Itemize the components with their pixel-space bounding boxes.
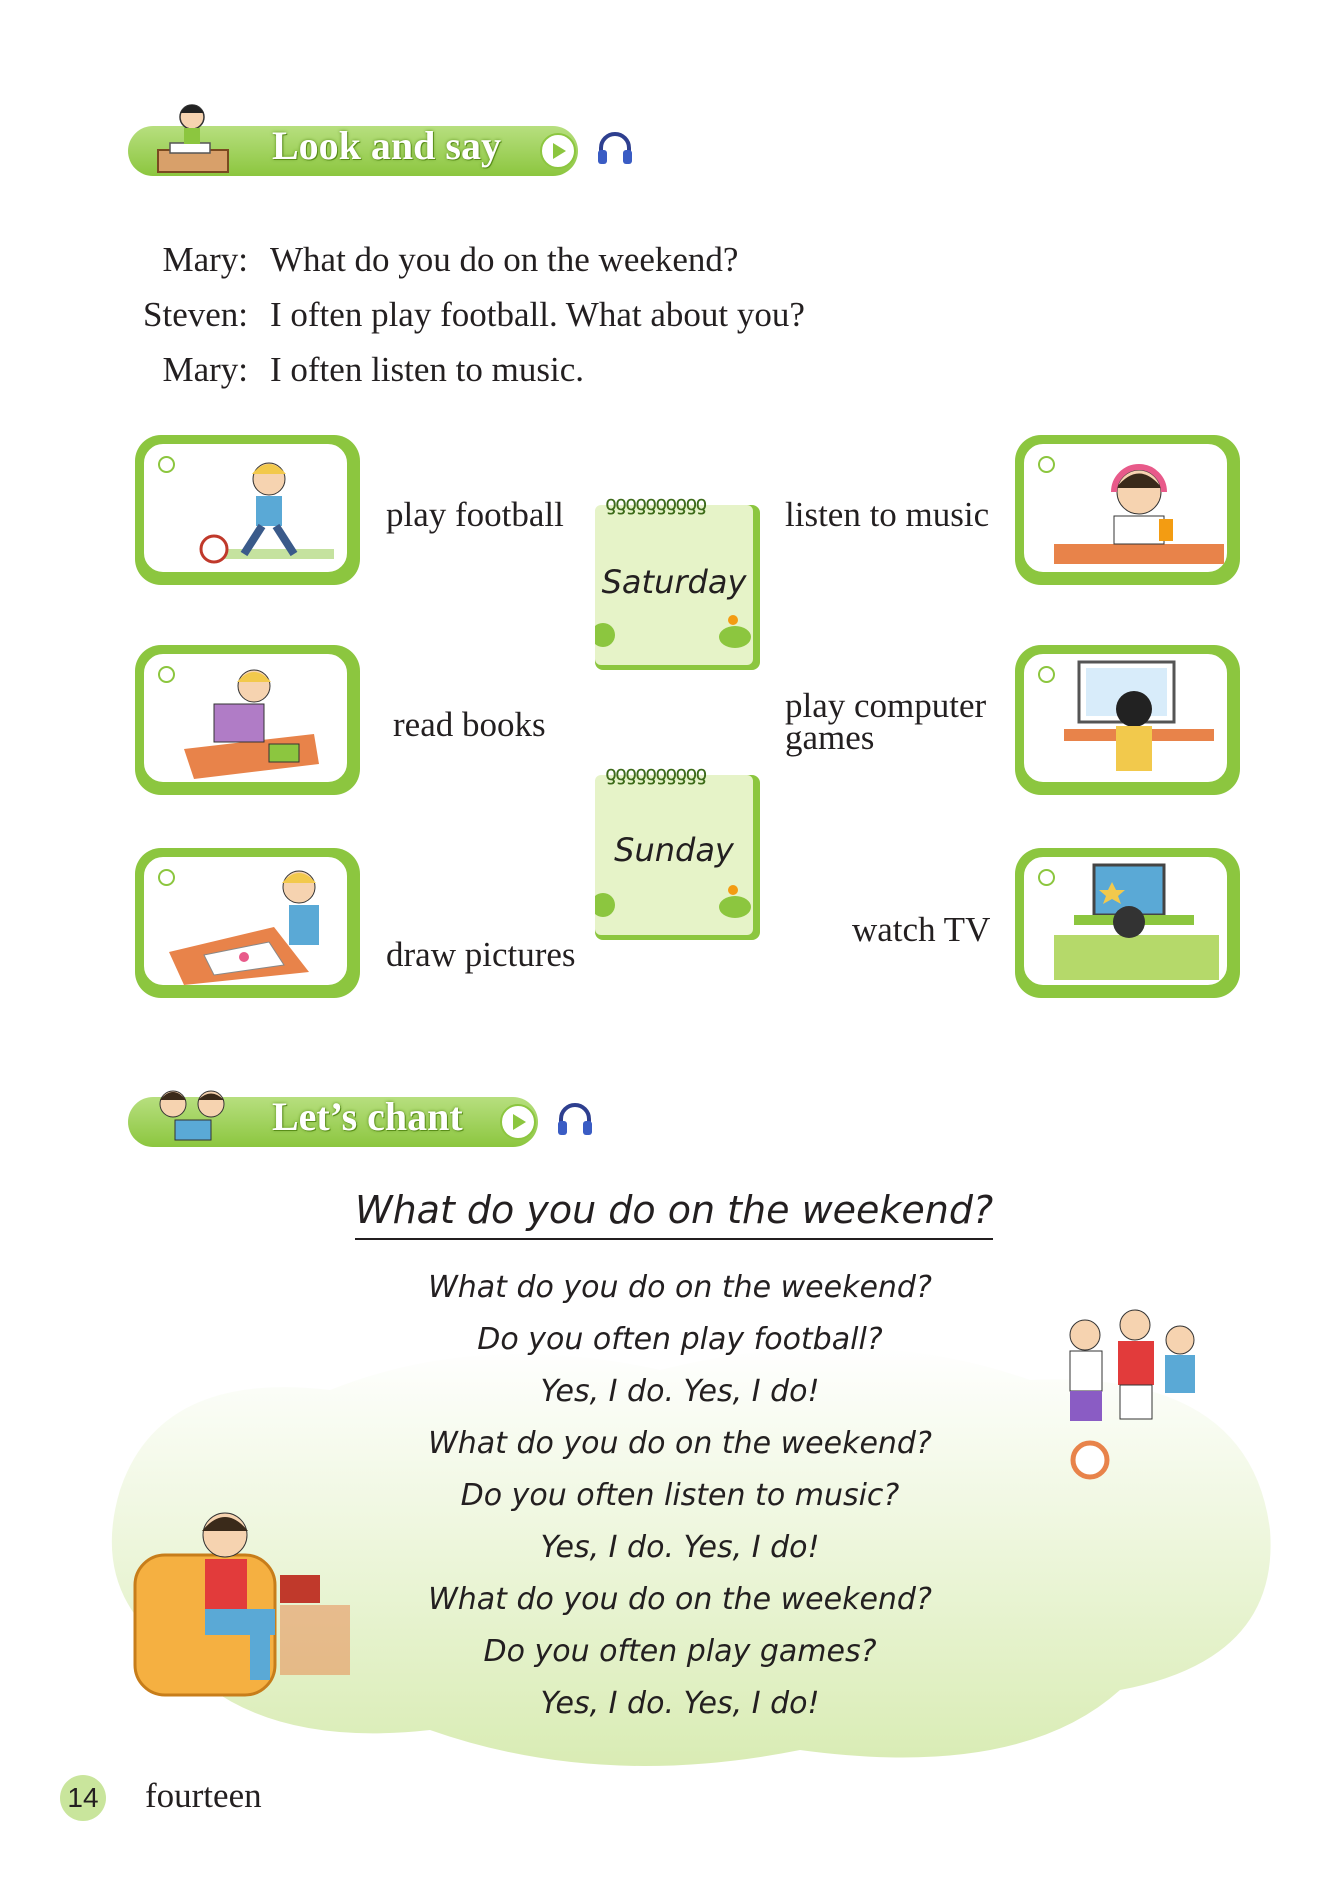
page-number-word: fourteen xyxy=(145,1776,262,1815)
play-icon[interactable] xyxy=(540,133,576,169)
chant-title: What do you do on the weekend? xyxy=(355,1188,993,1240)
card-dot xyxy=(158,666,175,683)
headphones-icon[interactable] xyxy=(595,128,635,168)
calendar-decoration xyxy=(595,885,753,935)
kids-reading-icon xyxy=(145,1082,240,1147)
card-draw-pictures xyxy=(135,848,360,998)
activity-label: play computer games xyxy=(785,686,987,757)
dialogue-line: I often play football. What about you? xyxy=(270,295,805,334)
girl-reading-icon xyxy=(150,95,235,180)
card-listen-to-music xyxy=(1015,435,1240,585)
calendar-rings: ƍƍƍƍƍƍƍƍƍƍ xyxy=(605,491,706,515)
calendar-day: Saturday xyxy=(601,563,747,601)
chant-line: What do you do on the weekend? xyxy=(428,1426,932,1461)
calendar-sunday xyxy=(595,761,760,940)
card-play-computer-games xyxy=(1015,645,1240,795)
chant-line: Do you often play games? xyxy=(483,1634,877,1669)
chant-line: Do you often listen to music? xyxy=(460,1478,900,1513)
card-dot xyxy=(158,456,175,473)
look-and-say-title: Look and say xyxy=(272,123,501,168)
activity-label: play football xyxy=(386,495,564,534)
activity-label: read books xyxy=(393,705,546,744)
activity-label: watch TV xyxy=(852,910,991,949)
play-icon[interactable] xyxy=(500,1104,536,1140)
card-play-football xyxy=(135,435,360,585)
calendar-day: Sunday xyxy=(614,831,734,869)
chant-line: What do you do on the weekend? xyxy=(428,1270,932,1305)
chant-line: Yes, I do. Yes, I do! xyxy=(540,1374,820,1409)
headphones-icon[interactable] xyxy=(555,1099,595,1139)
card-dot xyxy=(1038,869,1055,886)
dialogue-line: What do you do on the weekend? xyxy=(270,240,739,279)
calendar-rings: ƍƍƍƍƍƍƍƍƍƍ xyxy=(605,761,706,785)
dialogue-speaker: Mary: xyxy=(162,240,248,279)
card-dot xyxy=(1038,666,1055,683)
girl-in-armchair-illustration xyxy=(130,1495,355,1700)
chant-line: Do you often play football? xyxy=(477,1322,883,1357)
calendar-saturday xyxy=(595,491,760,670)
dialogue-line: I often listen to music. xyxy=(270,350,584,389)
lets-chant-title: Let’s chant xyxy=(272,1094,463,1139)
chant-line: Yes, I do. Yes, I do! xyxy=(540,1530,820,1565)
chant-line: Yes, I do. Yes, I do! xyxy=(540,1686,820,1721)
card-dot xyxy=(158,869,175,886)
boys-with-football-illustration xyxy=(1050,1285,1220,1480)
chant-line: What do you do on the weekend? xyxy=(428,1582,932,1617)
dialogue-speaker: Mary: xyxy=(162,350,248,389)
activity-label: draw pictures xyxy=(386,935,576,974)
calendar-decoration xyxy=(595,615,753,665)
activity-label: listen to music xyxy=(785,495,990,534)
dialogue-speaker: Steven: xyxy=(143,295,248,334)
card-dot xyxy=(1038,456,1055,473)
card-read-books xyxy=(135,645,360,795)
card-watch-tv xyxy=(1015,848,1240,998)
page-number: 14 xyxy=(60,1775,106,1821)
